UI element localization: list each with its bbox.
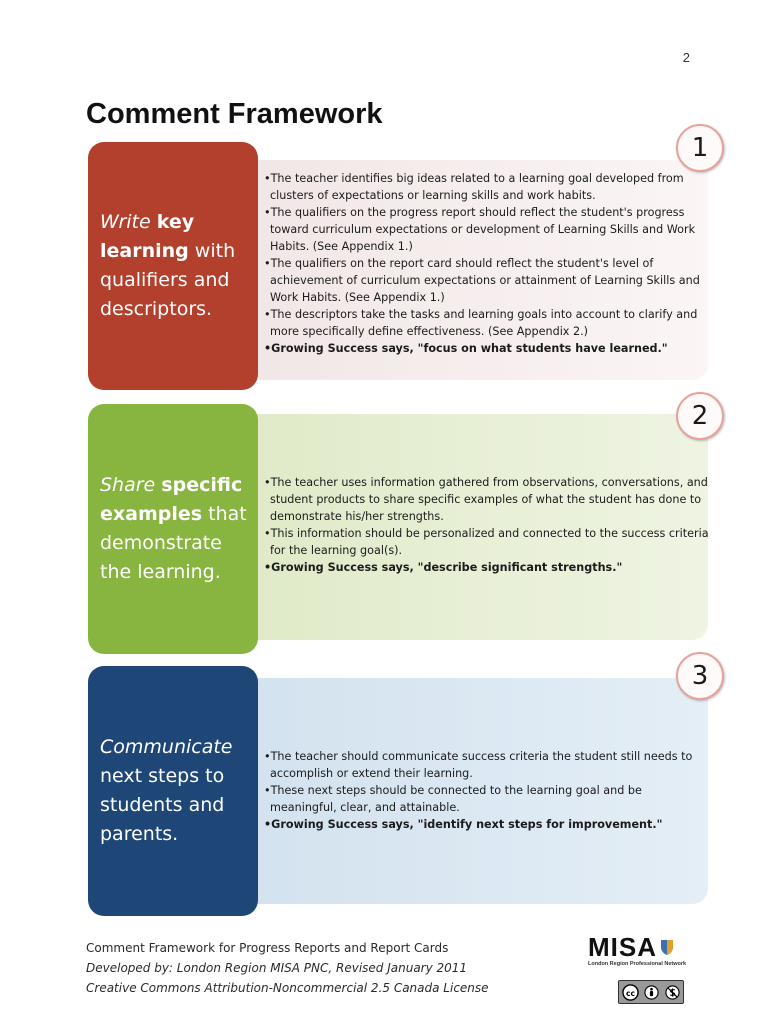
section-3-heading-block xyxy=(88,666,258,916)
page-title: Comment Framework xyxy=(86,98,383,130)
misa-subtitle: London Region Professional Network xyxy=(588,961,687,967)
section-1-heading xyxy=(100,208,248,324)
cc-icon xyxy=(622,984,639,1001)
shield-icon xyxy=(660,932,674,963)
svg-text:cc: cc xyxy=(625,988,635,998)
growing-success-quote: •Growing Success says, "describe significant strengths." xyxy=(264,561,623,574)
bullet-item: •This information should be personalized and connected to the success criteria for the learning goal(s). xyxy=(264,527,709,557)
bullet-item: •The teacher identifies big ideas related to a learning goal developed from clusters of expectations or learning skills and work habits. xyxy=(264,172,684,202)
section-3-heading xyxy=(100,733,248,849)
section-1-bullet-list xyxy=(264,170,710,357)
section-2-bullet-list xyxy=(264,474,710,576)
section-3-number-badge: 3 xyxy=(676,652,724,700)
section-1 xyxy=(88,133,709,390)
creative-commons-badge xyxy=(618,980,684,1004)
misa-logo xyxy=(588,932,698,967)
section-1-heading-rest: with qualifiers and descriptors. xyxy=(100,240,236,320)
section-1-heading-block xyxy=(88,142,258,390)
section-1-number-badge: 1 xyxy=(676,124,724,172)
bullet-item: •The teacher uses information gathered from observations, conversations, and student products to share specific examples of what the student has done to demonstrate his/her strengths. xyxy=(264,476,708,523)
bullet-item: •The qualifiers on the progress report should reflect the student's progress toward curriculum expectations or development of Learning Skills and Work Habits. (See Appendix 1.) xyxy=(264,206,696,253)
bullet-item: •The descriptors take the tasks and learning goals into account to clarify and more specifically define effectiveness. (See Appendix 2.) xyxy=(264,308,698,338)
growing-success-quote: •Growing Success says, "identify next steps for improvement." xyxy=(264,818,663,831)
section-2 xyxy=(88,401,709,654)
page-number: 2 xyxy=(682,50,690,65)
section-2-number-badge: 2 xyxy=(676,392,724,440)
nc-icon xyxy=(665,985,680,1000)
section-2-heading-verb: Share xyxy=(100,474,156,496)
growing-success-quote: •Growing Success says, "focus on what students have learned." xyxy=(264,342,668,355)
section-2-heading xyxy=(100,471,248,587)
section-2-heading-key: specific examples xyxy=(100,474,243,525)
bullet-item: •The teacher should communicate success criteria the student still needs to accomplish or extend their learning. xyxy=(264,750,693,780)
footer-title: Comment Framework for Progress Reports and Report Cards xyxy=(86,941,449,955)
section-1-heading-key: key learning xyxy=(100,211,195,262)
section-3-bullet-list xyxy=(264,748,710,833)
section-2-heading-rest: that demonstrate the learning. xyxy=(100,503,247,583)
bullet-item: •These next steps should be connected to the learning goal and be meaningful, clear, and attainable. xyxy=(264,784,642,814)
section-2-heading-block xyxy=(88,404,258,654)
section-3-heading-rest: next steps to students and parents. xyxy=(100,765,225,845)
by-icon xyxy=(644,985,659,1000)
section-3 xyxy=(88,661,709,916)
section-1-heading-verb: Write xyxy=(100,211,151,233)
misa-logo-word: MISA xyxy=(588,932,657,962)
footer xyxy=(86,938,506,998)
section-3-heading-verb: Communicate xyxy=(100,736,233,758)
bullet-item: •The qualifiers on the report card should reflect the student's level of achievement of curriculum expectations or attainment of Learning Skills and Work Habits. (See Appendix 1.) xyxy=(264,257,700,304)
footer-license: Creative Commons Attribution-Noncommercial 2.5 Canada License xyxy=(86,981,489,995)
footer-credit: Developed by: London Region MISA PNC, Revised January 2011 xyxy=(86,961,468,975)
misa-wordmark xyxy=(588,932,698,963)
